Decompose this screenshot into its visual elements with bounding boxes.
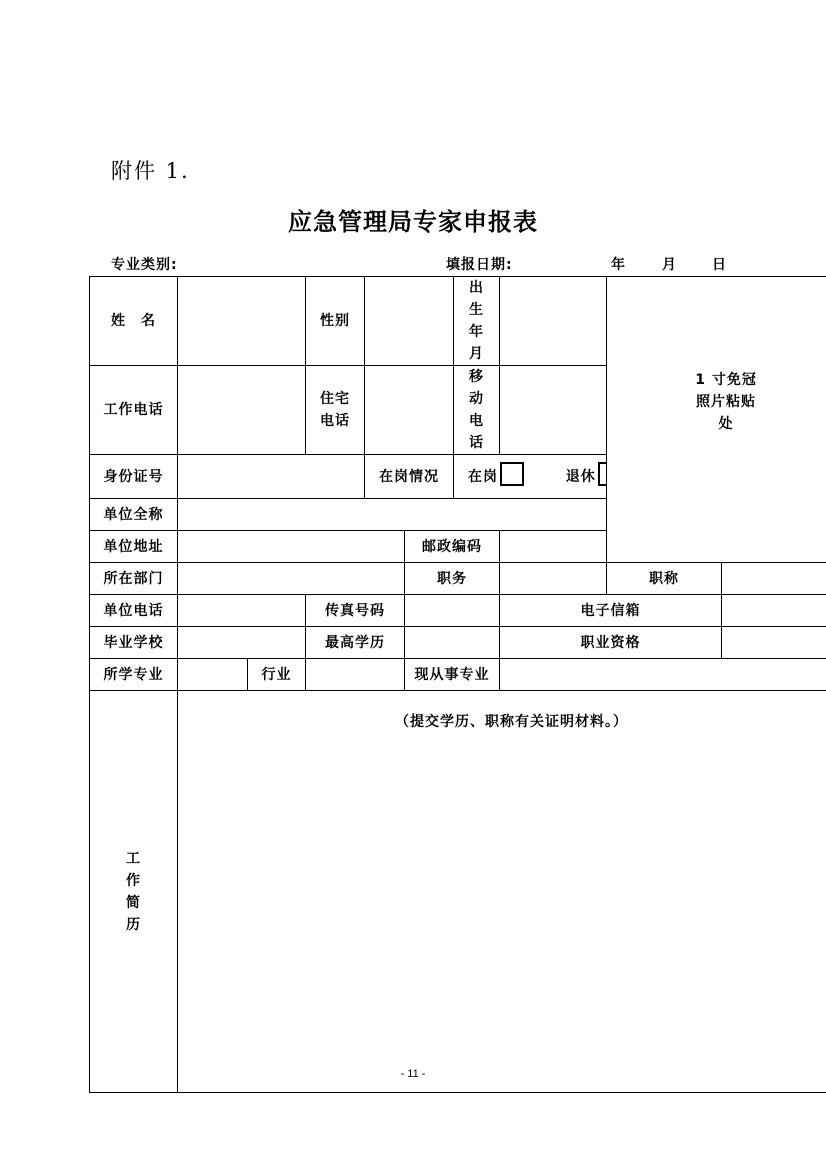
industry-field[interactable] xyxy=(306,659,405,691)
unit-phone-label: 单位电话 xyxy=(90,595,178,627)
work-phone-label: 工作电话 xyxy=(90,366,178,455)
page-title: 应急管理局专家申报表 xyxy=(288,207,538,236)
on-duty-checkbox[interactable] xyxy=(500,462,524,486)
qualification-label: 职业资格 xyxy=(500,627,722,659)
mobile-phone-field[interactable] xyxy=(500,366,607,455)
id-number-label: 身份证号 xyxy=(90,455,178,499)
on-duty-label: 在岗 xyxy=(468,468,498,485)
department-field[interactable] xyxy=(178,563,405,595)
unit-address-label: 单位地址 xyxy=(90,531,178,563)
date-label: 填报日期: xyxy=(446,257,513,273)
photo-label: 1 寸免冠照片粘贴处 xyxy=(695,371,757,432)
post-status-label: 在岗情况 xyxy=(365,455,454,499)
fax-label: 传真号码 xyxy=(306,595,405,627)
work-history-char: 历 xyxy=(126,916,141,933)
name-field[interactable] xyxy=(178,277,306,366)
education-field[interactable] xyxy=(405,627,500,659)
page-number: - 11 - xyxy=(400,1068,426,1080)
unit-address-field[interactable] xyxy=(178,531,405,563)
work-history-field[interactable] xyxy=(178,691,826,1093)
current-major-field[interactable] xyxy=(500,659,826,691)
unit-name-field[interactable] xyxy=(178,499,607,531)
form-row-6 xyxy=(90,563,826,595)
major-label: 所学专业 xyxy=(90,659,178,691)
work-history-char: 简 xyxy=(126,894,141,911)
post-status-options xyxy=(454,455,607,499)
industry-label: 行业 xyxy=(248,659,306,691)
retired-label: 退休 xyxy=(565,468,596,485)
education-label: 最高学历 xyxy=(306,627,405,659)
work-history-char: 作 xyxy=(126,872,141,889)
work-history-char: 工 xyxy=(126,850,141,867)
email-label: 电子信箱 xyxy=(500,595,722,627)
home-phone-field[interactable] xyxy=(365,366,454,455)
current-major-label: 现从事专业 xyxy=(405,659,500,691)
school-label: 毕业学校 xyxy=(90,627,178,659)
title-label: 职称 xyxy=(607,563,722,595)
birth-date-field[interactable] xyxy=(500,277,607,366)
gender-label: 性别 xyxy=(306,277,365,366)
work-history-note: （提交学历、职称有关证明材料。） xyxy=(395,714,629,730)
unit-phone-field[interactable] xyxy=(178,595,306,627)
qualification-field[interactable] xyxy=(722,627,826,659)
home-phone-label: 住宅电话 xyxy=(306,366,365,455)
department-label: 所在部门 xyxy=(90,563,178,595)
month-label: 月 xyxy=(662,257,677,273)
fax-field[interactable] xyxy=(405,595,500,627)
name-label: 姓 名 xyxy=(90,277,178,366)
retired-checkbox[interactable] xyxy=(598,462,607,486)
application-form xyxy=(89,276,826,1093)
work-history-label xyxy=(90,691,178,1093)
form-row-8 xyxy=(90,627,826,659)
birth-date-label: 出生年月 xyxy=(454,277,500,366)
school-field[interactable] xyxy=(178,627,306,659)
form-row-10 xyxy=(90,691,826,1093)
category-label: 专业类别: xyxy=(111,257,178,273)
email-field[interactable] xyxy=(722,595,826,627)
title-field[interactable] xyxy=(722,563,826,595)
id-number-field[interactable] xyxy=(178,455,365,499)
position-field[interactable] xyxy=(500,563,607,595)
work-phone-field[interactable] xyxy=(178,366,306,455)
year-label: 年 xyxy=(611,257,626,273)
major-field[interactable] xyxy=(178,659,248,691)
gender-field[interactable] xyxy=(365,277,454,366)
postal-code-field[interactable] xyxy=(500,531,607,563)
photo-area[interactable] xyxy=(607,277,826,563)
form-row-9 xyxy=(90,659,826,691)
day-label: 日 xyxy=(712,257,727,273)
position-label: 职务 xyxy=(405,563,500,595)
form-row-1 xyxy=(90,277,826,366)
unit-name-label: 单位全称 xyxy=(90,499,178,531)
attachment-label: 附件 1. xyxy=(111,159,190,183)
mobile-phone-label: 移动电话 xyxy=(454,366,500,455)
form-row-7 xyxy=(90,595,826,627)
postal-code-label: 邮政编码 xyxy=(405,531,500,563)
